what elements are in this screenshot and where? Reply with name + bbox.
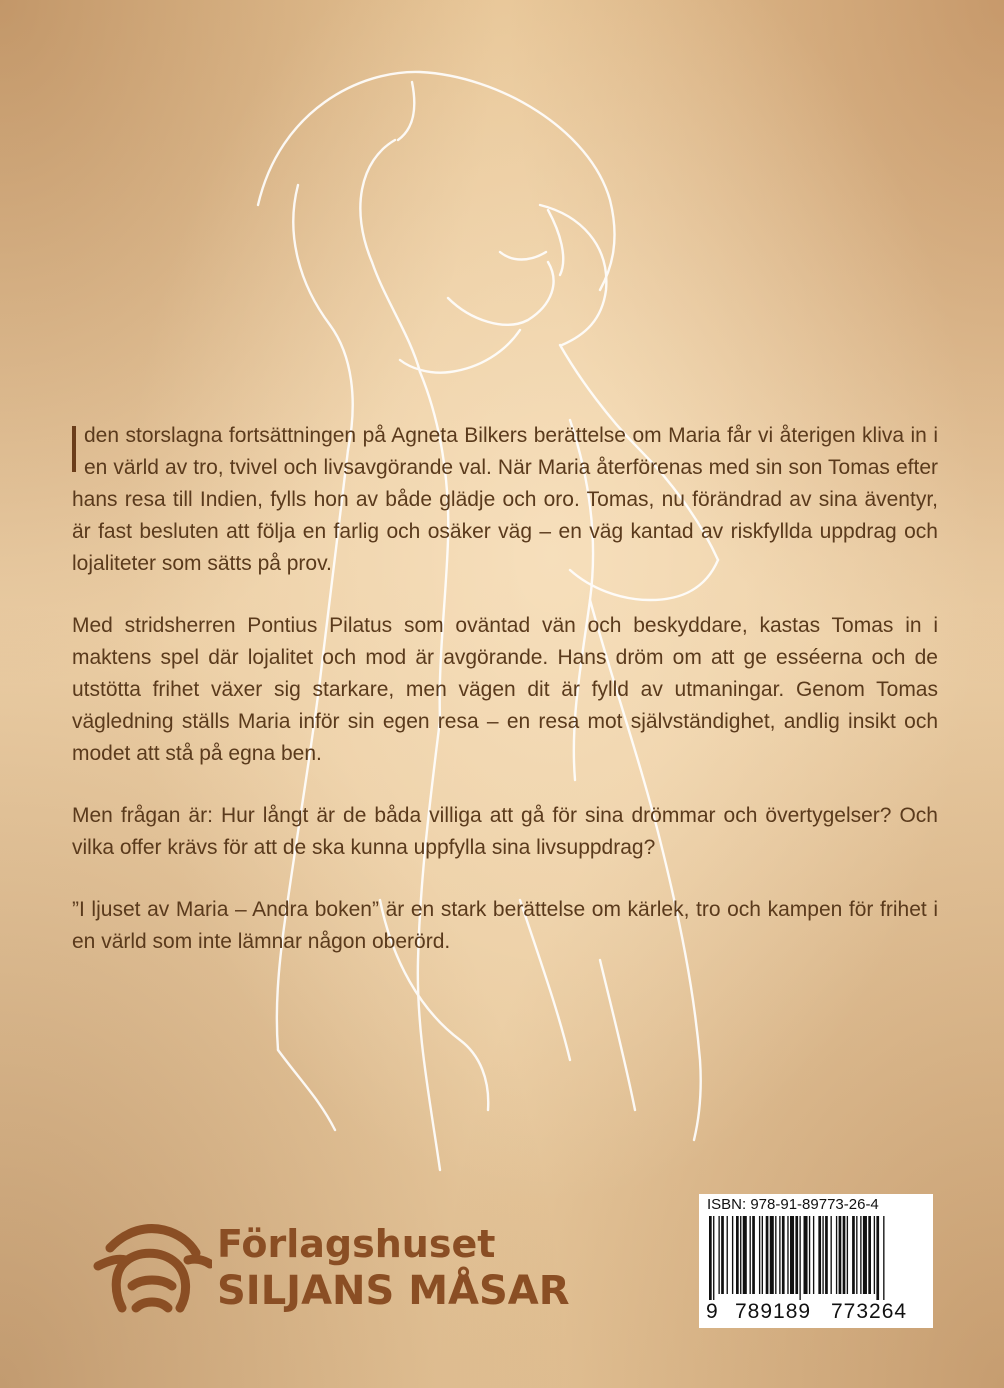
barcode-bar	[709, 1216, 712, 1300]
barcode-bar	[863, 1216, 867, 1294]
back-cover-text	[72, 420, 938, 988]
barcode-bar	[809, 1216, 810, 1294]
barcode-bar	[736, 1216, 739, 1294]
barcode-bar	[860, 1216, 861, 1294]
publisher-name-line1: Förlagshuset	[217, 1222, 496, 1266]
barcode-bar	[766, 1216, 769, 1294]
barcode-digits	[699, 1300, 933, 1326]
barcode-bar	[839, 1216, 842, 1294]
barcode-bar	[713, 1216, 714, 1300]
paragraph-2: Med stridsherren Pontius Pilatus som oväntad vän och beskyddare, kastas Tomas in i maktens spel där lojalitet och mod är avgörande. Hans dröm om att ge esséerna och de utstötta frihet växer sig starkare, men vägen dit är fylld av utmaningar. Genom Tomas vägledning ställs Maria inför sin egen resa – en resa mot självständighet, andlig insikt och modet att stå på egna ben.	[72, 614, 938, 765]
barcode-bar	[804, 1216, 808, 1294]
barcode-bar	[743, 1216, 747, 1294]
barcode-bar	[843, 1216, 846, 1294]
barcode-bar	[847, 1216, 848, 1294]
paragraph-3: Men frågan är: Hur långt är de båda villiga att gå för sina drömmar och övertygelser? Och vilka offer krävs för att de ska kunna uppfylla sina livsuppdrag?	[72, 804, 938, 859]
barcode-bar	[876, 1216, 879, 1300]
barcode-bar	[782, 1216, 785, 1294]
barcode-bar	[770, 1216, 774, 1294]
barcode-bar	[874, 1216, 875, 1294]
barcode-bar	[732, 1216, 733, 1294]
barcode-bar	[825, 1216, 828, 1294]
publisher-block	[92, 1208, 632, 1328]
barcode-bar	[836, 1216, 837, 1294]
barcode-bar	[740, 1216, 741, 1294]
paragraph-1: den storslagna fortsättningen på Agneta Bilkers berättelse om Maria får vi återigen kliva in i en värld av tro, tvivel och livsavgörande val. När Maria återförenas med sin son Tomas efter hans resa till Indien, fylls hon av både glädje och oro. Tomas, nu förändrad av sina äventyr, är fast besluten att följa en farlig och osäker väg – en väg kantad av riskfyllda uppdrag och lojaliteter som sätts på prov.	[72, 424, 938, 575]
publisher-name-line2: SILJANS MÅSAR	[217, 1268, 570, 1314]
barcode-digit-first: 9	[706, 1300, 718, 1323]
barcode-bar	[813, 1216, 814, 1294]
barcode-bar	[818, 1216, 821, 1294]
barcode-bar	[868, 1216, 871, 1294]
barcode-bar	[721, 1216, 724, 1294]
barcode-bar	[822, 1216, 823, 1294]
barcode-bar	[790, 1216, 794, 1294]
isbn-label: ISBN: 978-91-89773-26-4	[707, 1196, 879, 1213]
isbn-barcode	[699, 1194, 933, 1328]
dropcap-bar	[72, 426, 76, 472]
publisher-logo-icon	[92, 1208, 212, 1328]
barcode-bar	[727, 1216, 728, 1294]
barcode-digits-left: 789189	[735, 1300, 812, 1323]
barcode-bar	[831, 1216, 832, 1294]
barcode-bar	[856, 1216, 857, 1294]
barcode-bars	[699, 1216, 933, 1300]
barcode-bar	[779, 1216, 780, 1294]
barcode-bar	[883, 1216, 884, 1300]
barcode-bar	[759, 1216, 760, 1294]
barcode-digits-right: 773264	[831, 1300, 908, 1323]
barcode-bar	[852, 1216, 855, 1294]
barcode-bar	[795, 1216, 798, 1294]
barcode-bar	[799, 1216, 800, 1300]
paragraph-4: ”I ljuset av Maria – Andra boken” är en stark berättelse om kärlek, tro och kampen för frihet i en värld som inte lämnar någon oberörd.	[72, 898, 938, 953]
barcode-bar	[787, 1216, 788, 1294]
barcode-bar	[775, 1216, 776, 1294]
barcode-bar	[752, 1216, 755, 1294]
barcode-bar	[750, 1216, 751, 1294]
barcode-bar	[718, 1216, 719, 1294]
barcode-bar	[762, 1216, 763, 1294]
